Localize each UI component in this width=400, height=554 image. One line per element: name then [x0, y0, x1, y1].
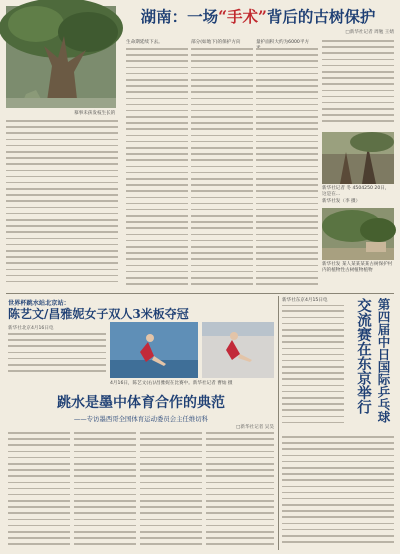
top-story-col-4	[256, 48, 318, 290]
feature-col-4	[206, 432, 274, 550]
top-story-byline: □新华社记者 周勉 王婧	[345, 30, 394, 35]
diving-dateline: 新华社北京4月16日电	[8, 326, 54, 331]
feature-headline: 跳水是墨中体育合作的典范	[57, 395, 225, 411]
feature-col-3	[140, 432, 202, 550]
diving-kicker: 世界杯跳水站北京站：	[8, 300, 70, 307]
diving-headline: 陈艺文/昌雅妮女子双人3米板夺冠	[8, 307, 189, 321]
tree-detail-credit: 新华社发（李 摄）	[322, 199, 361, 204]
tree-village-caption: 新华社发 某人某某某某古树保护村内的植物性古树植物植物	[322, 262, 393, 274]
feature-subhead: ——专访墨西哥全国体育运动委员会主任维切科	[73, 415, 209, 423]
tree-detail-photo	[322, 132, 394, 184]
top-story-col-2	[126, 48, 188, 290]
top-story-headline	[122, 6, 394, 28]
table-tennis-dateline: 新华社东京4月15日电	[282, 298, 344, 305]
section-divider	[6, 293, 394, 294]
feature-col-1	[8, 432, 70, 550]
top-story-col-1	[6, 120, 118, 290]
col-4-lead: 量护面积大约为6000平方	[256, 40, 310, 45]
headline-highlight: “手术”	[218, 7, 267, 26]
col-3-lead: 部分(如地下)的保护方向	[191, 40, 241, 45]
vertical-divider	[278, 296, 279, 550]
tree-detail-caption: 新华社记者 冬 4504250 20日，这是在...	[322, 186, 390, 198]
feature-col-2	[74, 432, 136, 550]
diving-photo-2	[202, 322, 274, 378]
tree-village-photo	[322, 208, 394, 260]
headline-prefix: 湖南：一场	[140, 7, 219, 26]
diving-photo-1	[110, 322, 198, 378]
table-tennis-body-left	[282, 298, 344, 430]
photo-caption-left: 慕事未孩发枝生长的	[74, 111, 116, 116]
vertical-title-2: 交流赛在东京举行	[355, 298, 372, 414]
col-2-lead: 生命期延续下去。	[126, 40, 163, 45]
vertical-title-1: 第四届中日国际乒乓球	[376, 298, 391, 423]
table-tennis-body-bottom	[282, 436, 394, 550]
feature-byline: □新华社记者 吴昊	[236, 425, 274, 430]
diving-photo-caption: 4月16日，陈艺文(右)/昌雅妮在比赛中。新华社记者 曹灿 摄	[110, 381, 233, 386]
top-story-col-5	[322, 40, 394, 130]
headline-suffix: 背后的古树保护	[266, 7, 376, 26]
top-story-col-3	[191, 48, 253, 290]
ancient-tree-photo	[6, 6, 116, 108]
diving-body	[8, 333, 106, 375]
